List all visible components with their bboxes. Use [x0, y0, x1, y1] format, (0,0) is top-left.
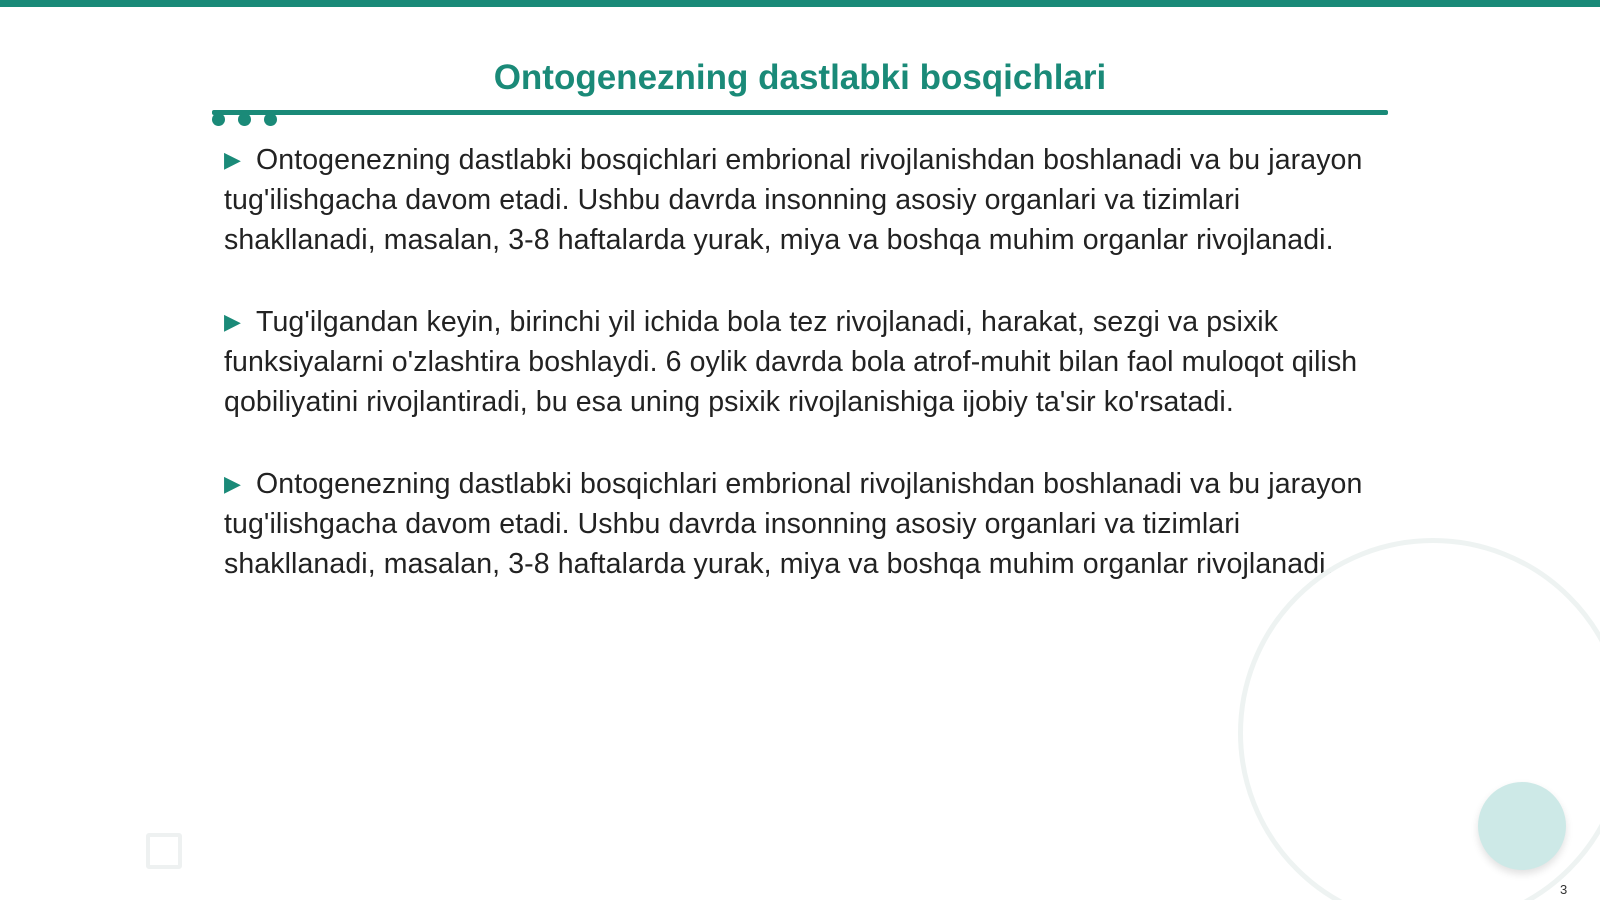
underline-dot	[238, 113, 251, 126]
bullet-paragraph-1	[224, 140, 1374, 260]
triangle-right-icon: ▶	[224, 309, 242, 334]
bullet-text: Tug'ilgandan keyin, birinchi yil ichida bola tez rivojlanadi, harakat, sezgi va psixik funksiyalarni o'zlashtira boshlaydi. 6 oylik davrda bola atrof-muhit bilan faol muloqot qilish qobiliyatini rivojlantiradi, bu esa uning psixik rivojlanishiga ijobiy ta'sir ko'rsatadi.	[224, 306, 1358, 418]
underline-dot	[264, 113, 277, 126]
bullet-text: Ontogenezning dastlabki bosqichlari embrional rivojlanishdan boshlanadi va bu jarayon tug'ilishgacha davom etadi. Ushbu davrda insonning asosiy organlari va tizimlari shakllanadi, masalan, 3-8 haftalarda yurak, miya va boshqa muhim organlar rivojlanadi.	[224, 468, 1363, 580]
title-underline	[212, 110, 1388, 115]
page-number: 3	[1560, 882, 1568, 897]
bullet-text: Ontogenezning dastlabki bosqichlari embrional rivojlanishdan boshlanadi va bu jarayon tug'ilishgacha davom etadi. Ushbu davrda insonning asosiy organlari va tizimlari shakllanadi, masalan, 3-8 haftalarda yurak, miya va boshqa muhim organlar rivojlanadi.	[224, 144, 1363, 256]
slide-title: Ontogenezning dastlabki bosqichlari	[493, 58, 1107, 97]
triangle-right-icon: ▶	[224, 471, 242, 496]
bullet-paragraph-2	[224, 302, 1374, 422]
bullet-list	[224, 140, 1374, 626]
underline-dot	[212, 113, 225, 126]
top-accent-bar	[0, 0, 1600, 7]
decorative-disc	[1478, 782, 1566, 870]
triangle-right-icon: ▶	[224, 147, 242, 172]
bullet-paragraph-3	[224, 464, 1374, 584]
decorative-square	[146, 833, 182, 869]
